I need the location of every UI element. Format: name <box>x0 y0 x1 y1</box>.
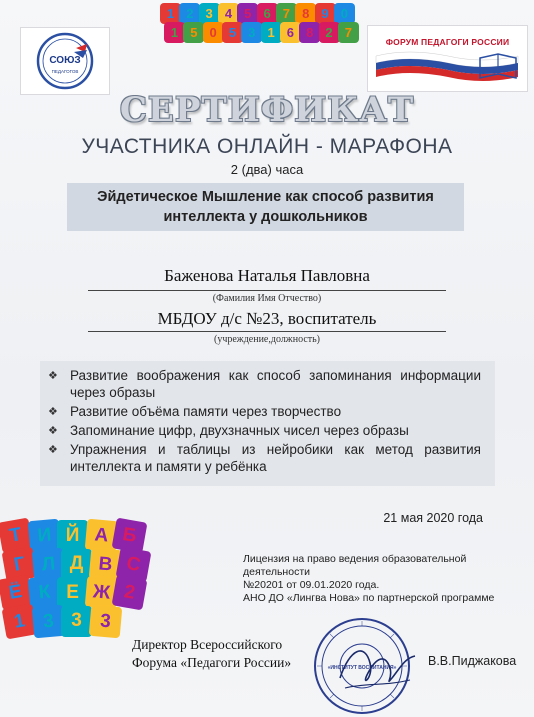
diamond-bullet-icon: ❖ <box>48 370 58 382</box>
license-line: Лицензия на право ведения образовательной <box>243 553 467 565</box>
topic-item: ❖ Упражнения и таблицы из нейробики как метод развития интеллекта и памяти у ребёнка <box>48 442 481 474</box>
soyuz-logo-graphic <box>21 28 109 94</box>
puzzle-tile: 0 <box>203 22 224 43</box>
license-line: №20201 от 09.01.2020 года. <box>243 579 380 591</box>
forum-pedagogi-rossii-logo <box>367 25 528 92</box>
participant-name: Баженова Наталья Павловна <box>164 266 370 285</box>
puzzle-tile: А <box>84 519 118 553</box>
puzzle-tile: К <box>27 576 61 610</box>
puzzle-tile: Б <box>112 518 148 554</box>
license-line: деятельности <box>243 566 310 578</box>
puzzle-tile: 2 <box>179 3 200 24</box>
puzzle-tile: 4 <box>218 3 239 24</box>
course-hours: 2 (два) часа <box>230 162 304 177</box>
puzzle-tile: 0 <box>334 3 355 24</box>
letter-puzzle-mat-image <box>0 520 170 717</box>
puzzle-tile: 7 <box>276 3 297 24</box>
puzzle-tile: 3 <box>199 3 220 24</box>
soyuz-pedagogov-logo <box>20 27 110 95</box>
puzzle-tile: 5 <box>222 22 243 43</box>
director-line: Форума «Педагоги России» <box>132 655 292 670</box>
puzzle-tile: 1 <box>261 22 282 43</box>
signer-name: В.В.Пиджакова <box>428 654 517 668</box>
name-underline <box>88 290 446 291</box>
course-topic-box <box>67 183 464 231</box>
puzzle-tile: 5 <box>237 3 258 24</box>
topic-item: ❖ Развитие воображения как способ запоминания информации через образы <box>48 368 481 400</box>
puzzle-tile: 3 <box>31 604 65 638</box>
director-title <box>132 636 291 672</box>
stamp-center-text: «ИНСТИТУТ ВОСПИТАНИЯ» <box>327 665 397 671</box>
organization-caption: (учреждение,должность) <box>213 334 321 345</box>
puzzle-tile: 3 <box>88 604 122 638</box>
number-puzzle-mat-image <box>160 3 360 91</box>
puzzle-tile: 3 <box>241 22 262 43</box>
puzzle-tile: 3 <box>61 606 92 637</box>
puzzle-tile: 8 <box>295 3 316 24</box>
topic-item: ❖ Развитие объёма памяти через творчество <box>48 404 342 419</box>
puzzle-tile: Й <box>57 520 88 551</box>
puzzle-tile: Д <box>61 549 92 580</box>
puzzle-tile: 1 <box>164 22 185 43</box>
forum-logo-text: ФОРУМ ПЕДАГОГИ РОССИИ <box>385 37 510 47</box>
director-line: Директор Всероссийского <box>132 637 283 652</box>
puzzle-tile: В <box>88 547 122 581</box>
puzzle-tile: Г <box>2 546 38 582</box>
certificate-title: СЕРТИФИКАТ <box>119 90 415 130</box>
organization-underline <box>88 331 446 332</box>
license-info <box>243 553 513 605</box>
puzzle-tile: Е <box>57 577 88 608</box>
diamond-bullet-icon: ❖ <box>48 444 58 456</box>
topic-item: ❖ Запоминание цифр, двухзначных чисел через образы <box>48 423 409 438</box>
soyuz-sub-text: ПЕДАГОГОВ <box>51 69 79 74</box>
topics-list-box <box>40 361 495 486</box>
puzzle-tile: Ж <box>84 576 118 610</box>
puzzle-tile: Ё <box>0 575 33 611</box>
handwritten-signature <box>327 628 420 708</box>
puzzle-tile: 8 <box>299 22 320 43</box>
puzzle-tile: 5 <box>183 22 204 43</box>
topics-list <box>40 361 495 475</box>
puzzle-tile: 2 <box>112 575 148 611</box>
puzzle-tile: 6 <box>280 22 301 43</box>
participant-organization: МБДОУ д/с №23, воспитатель <box>157 309 377 328</box>
diamond-bullet-icon: ❖ <box>48 406 58 418</box>
puzzle-tile: 9 <box>315 3 336 24</box>
license-line: АНО ДО «Лингва Нова» по партнерской программе <box>243 592 495 604</box>
flag-book-icon <box>368 26 527 91</box>
name-caption: (Фамилия Имя Отчество) <box>212 293 322 304</box>
puzzle-tile: 7 <box>338 22 359 43</box>
puzzle-tile: С <box>116 546 152 582</box>
soyuz-main-text: СОЮЗ <box>49 55 81 66</box>
puzzle-tile: 1 <box>160 3 181 24</box>
puzzle-tile: 6 <box>257 3 278 24</box>
certificate-subtitle: УЧАСТНИКА ОНЛАЙН - МАРАФОНА <box>81 135 453 158</box>
course-topic: Эйдетическое Мышление как способ развития интеллекта у дошкольников <box>97 189 434 225</box>
puzzle-tile: Т <box>0 518 33 554</box>
issue-date: 21 мая 2020 года <box>383 511 483 525</box>
puzzle-tile: Л <box>31 547 65 581</box>
puzzle-tile: 2 <box>319 22 340 43</box>
diamond-bullet-icon: ❖ <box>48 425 58 437</box>
puzzle-tile: И <box>27 519 61 553</box>
puzzle-tile: 1 <box>2 603 38 639</box>
